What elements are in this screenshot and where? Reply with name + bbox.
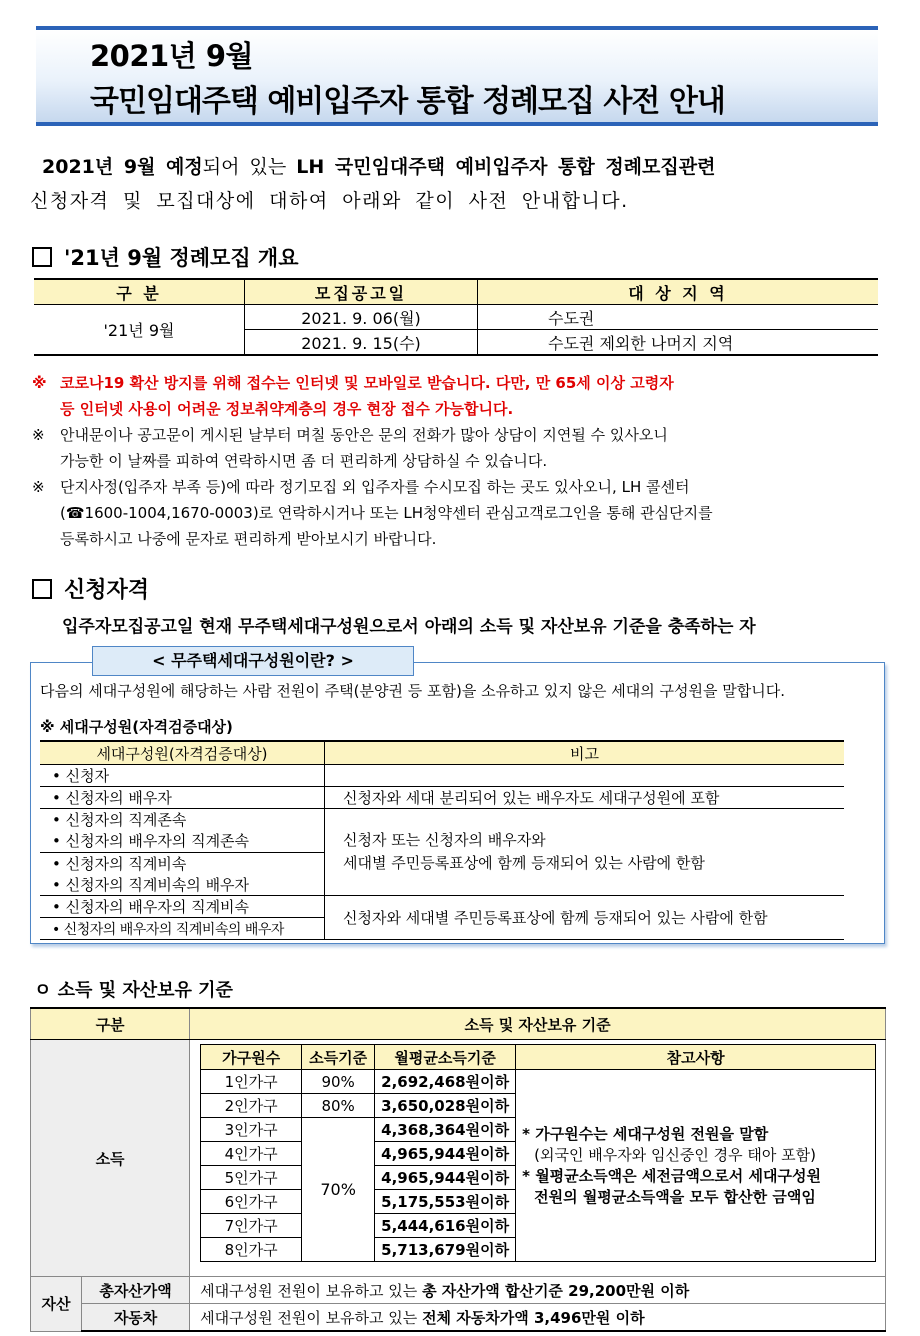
table-row [40,765,844,787]
overview-header-row [34,279,878,305]
col-remark: 비고 [325,741,845,765]
overview-period: '21년 9월 [34,305,245,356]
col-kind: 구분 [31,1008,190,1040]
overview-date: 2021. 9. 15(수) [245,330,478,356]
member-item: • 신청자의 직계비속의 배우자 [40,874,325,896]
income-ratio-70: 70% [302,1118,375,1262]
remark-group: 신청자 또는 신청자의 배우자와 세대별 주민등록표상에 함께 등재되어 있는 사람에 한함 [325,809,845,896]
square-bullet-icon [32,247,52,267]
col-region: 대 상 지 역 [478,279,879,305]
remark-empty [325,765,845,787]
note-call-center: ※ 단지사정(입주자 부족 등)에 따라 정기모집 외 입주자를 수시모집 하는 곳도 있사오니, LH 콜센터 (☎1600-1004,1670-0003)로 연락하시거나 또는 LH청약센터 관심고객로그인을 통해 관심단지를 등록하시고 나중에 문자로 편리하게 받아보시기 바랍니다. [32,478,713,548]
notes [32,370,886,552]
intro-text: 되어 있는 [202,156,297,178]
income-threshold-table [200,1044,876,1262]
remark-last: 신청자와 세대별 주민등록표상에 함께 등재되어 있는 사람에 한함 [325,896,845,940]
table-row: 8인가구 5,713,679원이하 [201,1238,876,1262]
income-standard-cell [190,1040,886,1277]
section-overview-title: '21년 9월 정례모집 개요 [64,246,299,270]
section-overview-heading [32,242,299,272]
household-members-table [40,740,844,940]
total-asset-standard: 세대구성원 전원이 보유하고 있는 총 자산가액 합산기준 29,200만원 이하 [190,1277,886,1304]
table-row: 4인가구 4,965,944원이하 [201,1142,876,1166]
title-banner [36,26,878,126]
intro-line-2: 신청자격 및 모집대상에 대하여 아래와 같이 사전 안내합니다. [30,190,629,212]
col-member: 세대구성원(자격검증대상) [40,741,325,765]
definition-text: 다음의 세대구성원에 해당하는 사람 전원이 주택(분양권 등 포함)을 소유하고 있지 않은 세대의 구성원을 말합니다. [40,682,786,700]
income-label: 소득 [31,1040,190,1277]
income-row [31,1040,886,1277]
col-notice-date: 모집공고일 [245,279,478,305]
member-item: • 신청자의 배우자의 직계존속 [40,830,325,852]
overview-region: 수도권 [478,305,879,330]
page-title: 국민임대주택 예비입주자 통합 정례모집 사전 안내 [90,84,725,119]
table-row: 2인가구 80% 3,650,028원이하 [201,1094,876,1118]
member-item: • 신청자의 배우자의 직계비속의 배우자 [40,918,325,940]
table-row [40,787,844,809]
members-subtitle: ※ 세대구성원(자격검증대상) [40,718,233,736]
members-header-row [40,741,844,765]
col-income-ratio: 소득기준 [302,1045,375,1070]
note-covid: ※ 코로나19 확산 방지를 위해 접수는 인터넷 및 모바일로 받습니다. 다만, 만 65세 이상 고령자 등 인터넷 사용이 어려운 정보취약계층의 경우 현장 접수 가능합니다. [32,374,674,418]
overview-region: 수도권 제외한 나머지 지역 [478,330,879,356]
table-row: 1인가구 90% 2,692,468원이하 * 가구원수는 세대구성원 전원을 말함 (외국인 배우자와 임신중인 경우 태아 포함) * 월평균소득액은 세전금액으로서 세대구성원 전원의 월평균소득액을 모두 합산한 금액임 [201,1070,876,1094]
definition-box-label: < 무주택세대구성원이란? > [92,646,414,676]
car-row [31,1304,886,1332]
income-header-row [31,1008,886,1040]
remark-spouse: 신청자와 세대 분리되어 있는 배우자도 세대구성원에 포함 [325,787,845,809]
car-standard: 세대구성원 전원이 보유하고 있는 전체 자동차가액 3,496만원 이하 [190,1304,886,1332]
asset-row [31,1277,886,1304]
intro-line-1 [42,152,715,179]
member-item: • 신청자의 직계존속 [52,811,187,829]
col-monthly-income: 월평균소득기준 [375,1045,516,1070]
table-row [40,809,844,831]
asset-label: 자산 [31,1277,82,1332]
col-notes: 참고사항 [516,1045,876,1070]
table-row: 3인가구 70% 4,368,364원이하 [201,1118,876,1142]
square-bullet-icon [32,579,52,599]
table-row: 5인가구 4,965,944원이하 [201,1166,876,1190]
total-asset-label: 총자산가액 [82,1277,190,1304]
col-category: 구 분 [34,279,245,305]
income-section-title: ㅇ 소득 및 자산보유 기준 [34,980,233,1001]
col-household-size: 가구원수 [201,1045,302,1070]
overview-row [34,305,878,330]
member-item: • 신청자의 배우자의 직계비속 [40,896,325,918]
car-label: 자동차 [82,1304,190,1332]
overview-table [34,278,878,356]
member-item: • 신청자 [40,765,325,787]
section-eligibility-heading [32,573,149,604]
income-notes: * 가구원수는 세대구성원 전원을 말함 (외국인 배우자와 임신중인 경우 태아 포함) * 월평균소득액은 세전금액으로서 세대구성원 전원의 월평균소득액을 모두 합산한 금액임 [516,1070,876,1262]
section-eligibility-title: 신청자격 [64,578,150,603]
title-year: 2021년 9월 [90,39,254,73]
note-consultation: ※ 안내문이나 공고문이 게시된 날부터 며칠 동안은 문의 전화가 많아 상담이 지연될 수 있사오니 가능한 이 날짜를 피하여 연락하시면 좀 더 편리하게 상담하실 수 있습니다. [32,426,668,470]
member-item: • 신청자의 직계비속 [52,854,187,873]
member-item: • 신청자의 배우자 [40,787,325,809]
qualification-text: 입주자모집공고일 현재 무주택세대구성원으로서 아래의 소득 및 자산보유 기준을 충족하는 자 [62,617,756,637]
col-standard: 소득 및 자산보유 기준 [190,1008,886,1040]
intro-program: LH 국민임대주택 예비입주자 통합 정례모집관련 [296,156,716,178]
table-row: 7인가구 5,444,616원이하 [201,1214,876,1238]
table-row [40,896,844,918]
table-row: 6인가구 5,175,553원이하 [201,1190,876,1214]
income-asset-table [30,1007,886,1332]
threshold-header-row [201,1045,876,1070]
intro-schedule: 2021년 9월 예정 [42,156,203,178]
overview-date: 2021. 9. 06(월) [245,305,478,330]
